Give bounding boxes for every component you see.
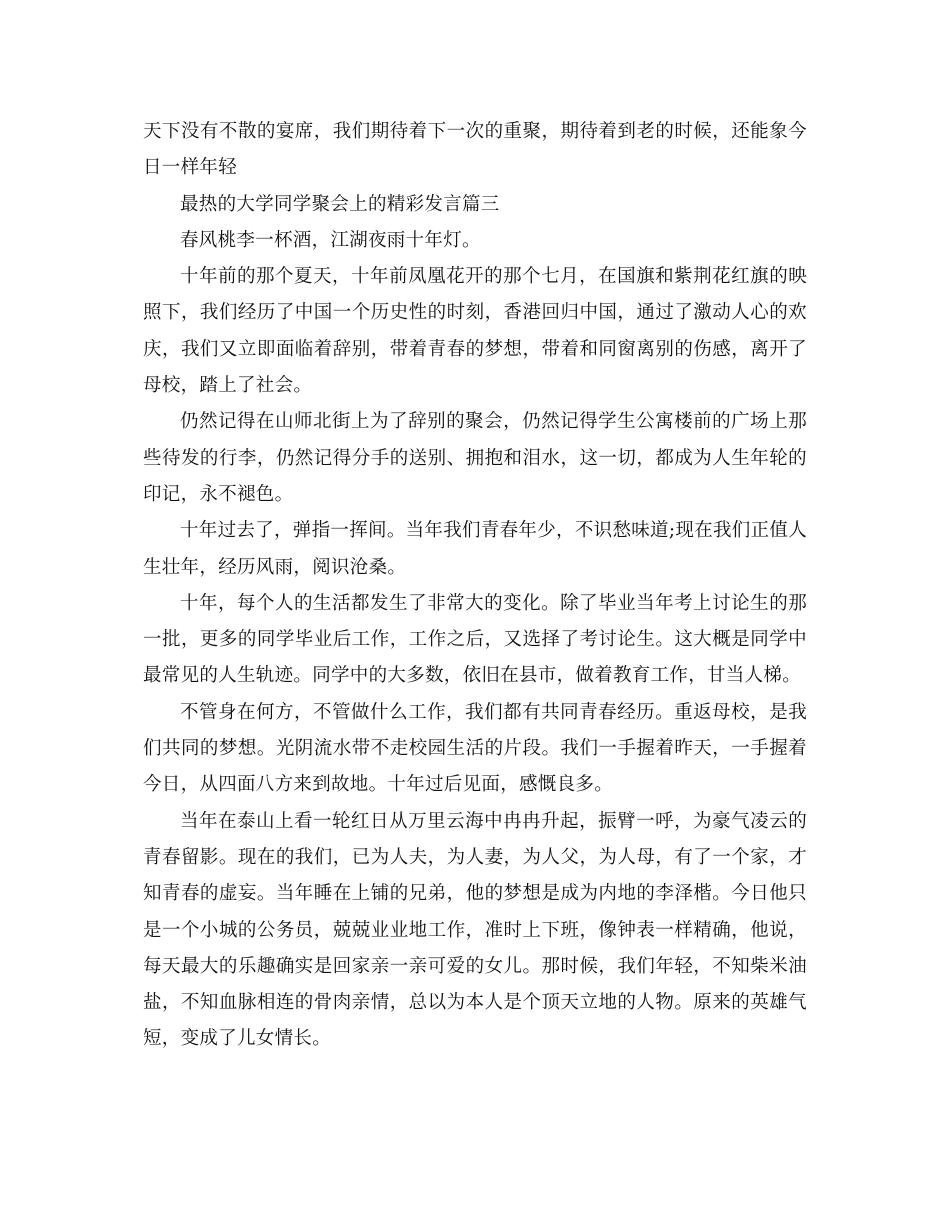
paragraph-continuation: 天下没有不散的宴席，我们期待着下一次的重聚，期待着到老的时候，还能象今日一样年轻 (143, 121, 807, 179)
paragraph: 十年前的那个夏天，十年前凤凰花开的那个七月，在国旗和紫荆花红旗的映照下，我们经历了中国一个历史性的时刻，香港回归中国，通过了激动人心的欢庆，我们又立即面临着辞别，带着青春的梦想，带着和同窗离别的伤感，离开了母校，踏上了社会。 (143, 266, 807, 397)
paragraph-opening-verse: 春风桃李一杯酒，江湖夜雨十年灯。 (180, 229, 481, 251)
paragraph: 十年过去了，弹指一挥间。当年我们青春年少，不识愁味道;现在我们正值人生壮年，经历风雨，阅识沧桑。 (143, 520, 807, 578)
document-body (143, 114, 807, 1058)
paragraph: 十年，每个人的生活都发生了非常大的变化。除了毕业当年考上讨论生的那一批，更多的同学毕业后工作，工作之后，又选择了考讨论生。这大概是同学中最常见的人生轨迹。同学中的大多数，依旧在县市，做着教育工作，甘当人梯。 (143, 592, 807, 687)
paragraph: 仍然记得在山师北街上为了辞别的聚会，仍然记得学生公寓楼前的广场上那些待发的行李，仍然记得分手的送别、拥抱和泪水，这一切，都成为人生年轮的印记，永不褪色。 (143, 411, 807, 505)
paragraph: 当年在泰山上看一轮红日从万里云海中冉冉升起，振臂一呼，为豪气凌云的青春留影。现在的我们，已为人夫，为人妻，为人父，为人母，有了一个家，才知青春的虚妄。当年睡在上铺的兄弟，他的梦想是成为内地的李泽楷。今日他只是一个小城的公务员，兢兢业业地工作，准时上下班，像钟表一样精确，他说，每天最大的乐趣确实是回家亲一亲可爱的女儿。那时候，我们年轻，不知柴米油盐，不知血脉相连的骨肉亲情，总以为本人是个顶天立地的人物。原来的英雄气短，变成了儿女情长。 (143, 810, 807, 1050)
section-heading: 最热的大学同学聚会上的精彩发言篇三 (180, 193, 500, 215)
paragraph: 不管身在何方，不管做什么工作，我们都有共同青春经历。重返母校，是我们共同的梦想。光阴流水带不走校园生活的片段。我们一手握着昨天，一手握着今日，从四面八方来到故地。十年过后见面，感慨良多。 (143, 701, 807, 796)
